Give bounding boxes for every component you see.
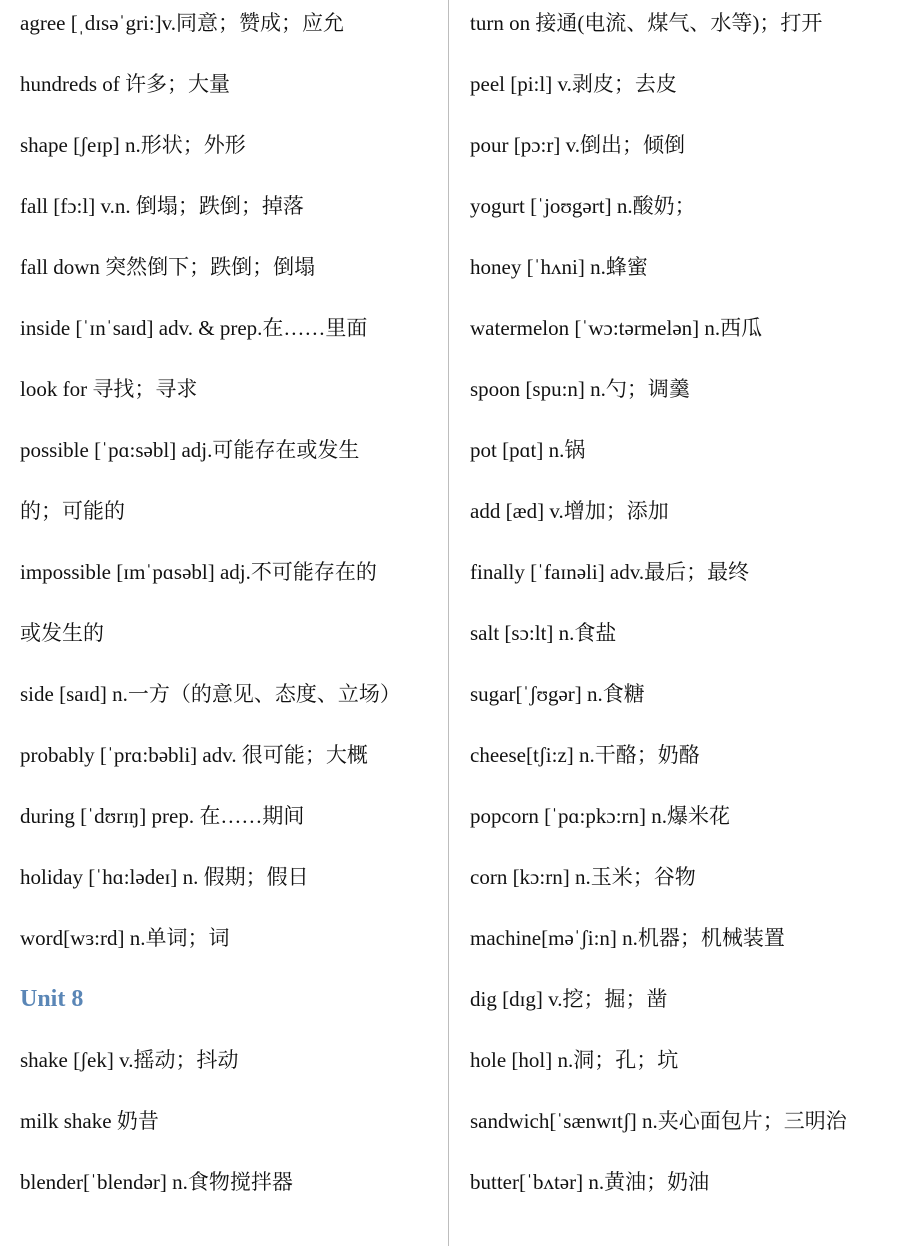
- vocab-entry: milk shake 奶昔: [20, 1109, 159, 1133]
- vocab-entry: look for 寻找；寻求: [20, 377, 198, 401]
- vocab-entry: probably [ˈprɑ:bəbli] adv. 很可能；大概: [20, 743, 368, 767]
- vocab-entry: fall down 突然倒下；跌倒；倒塌: [20, 255, 316, 279]
- vocab-entry: word[wɜ:rd] n.单词；词: [20, 926, 230, 950]
- vocab-entry: dig [dɪg] v.挖；掘；凿: [470, 987, 668, 1011]
- unit-heading: Unit 8: [20, 986, 84, 1012]
- vocab-entry: blender[ˈblendər] n.食物搅拌器: [20, 1170, 293, 1194]
- vocab-entry: add [æd] v.增加；添加: [470, 499, 669, 523]
- vocab-entry: machine[məˈʃi:n] n.机器；机械装置: [470, 926, 785, 950]
- vocab-entry-continuation: 的；可能的: [20, 499, 125, 523]
- vocab-entry: hundreds of 许多；大量: [20, 72, 230, 96]
- vocab-entry: inside [ˈɪnˈsaɪd] adv. & prep.在……里面: [20, 316, 368, 340]
- vocab-entry: pour [pɔ:r] v.倒出；倾倒: [470, 133, 686, 157]
- vocab-entry: yogurt [ˈjoʊgərt] n.酸奶；: [470, 194, 696, 218]
- vocab-entry: finally [ˈfaɪnəli] adv.最后；最终: [470, 560, 750, 584]
- vocab-entry: pot [pɑt] n.锅: [470, 438, 586, 462]
- vocab-entry: cheese[tʃi:z] n.干酪；奶酪: [470, 743, 700, 767]
- column-divider: [448, 0, 449, 1246]
- vocab-entry: impossible [ɪmˈpɑsəbl] adj.不可能存在的: [20, 560, 377, 584]
- vocab-entry-continuation: 或发生的: [20, 621, 104, 645]
- vocab-entry: salt [sɔ:lt] n.食盐: [470, 621, 617, 645]
- vocab-entry: honey [ˈhʌni] n.蜂蜜: [470, 255, 648, 279]
- vocab-entry: agree [ˌdɪsəˈgri:]v.同意；赞成；应允: [20, 11, 345, 35]
- vocab-entry: shape [ʃeɪp] n.形状；外形: [20, 133, 246, 157]
- vocab-entry: fall [fɔ:l] v.n. 倒塌；跌倒；掉落: [20, 194, 304, 218]
- vocab-entry: sugar[ˈʃʊgər] n.食糖: [470, 682, 645, 706]
- vocab-entry: butter[ˈbʌtər] n.黄油；奶油: [470, 1170, 710, 1194]
- vocab-entry: spoon [spu:n] n.勺；调羹: [470, 377, 690, 401]
- vocab-entry: possible [ˈpɑ:səbl] adj.可能存在或发生: [20, 438, 360, 462]
- vocab-entry: side [saɪd] n.一方（的意见、态度、立场）: [20, 682, 401, 706]
- vocab-entry: shake [ʃek] v.摇动；抖动: [20, 1048, 239, 1072]
- vocab-entry: hole [hol] n.洞；孔；坑: [470, 1048, 679, 1072]
- vocab-entry: watermelon [ˈwɔ:tərmelən] n.西瓜: [470, 316, 763, 340]
- vocab-entry: holiday [ˈhɑ:lədeɪ] n. 假期；假日: [20, 865, 309, 889]
- vocab-entry: peel [pi:l] v.剥皮；去皮: [470, 72, 677, 96]
- vocab-entry: sandwich[ˈsænwɪtʃ] n.夹心面包片；三明治: [470, 1109, 847, 1133]
- vocab-entry: popcorn [ˈpɑ:pkɔ:rn] n.爆米花: [470, 804, 731, 828]
- vocab-entry: during [ˈdʊrɪŋ] prep. 在……期间: [20, 804, 305, 828]
- vocab-entry: corn [kɔ:rn] n.玉米；谷物: [470, 865, 696, 889]
- vocab-entry: turn on 接通(电流、煤气、水等)；打开: [470, 11, 823, 35]
